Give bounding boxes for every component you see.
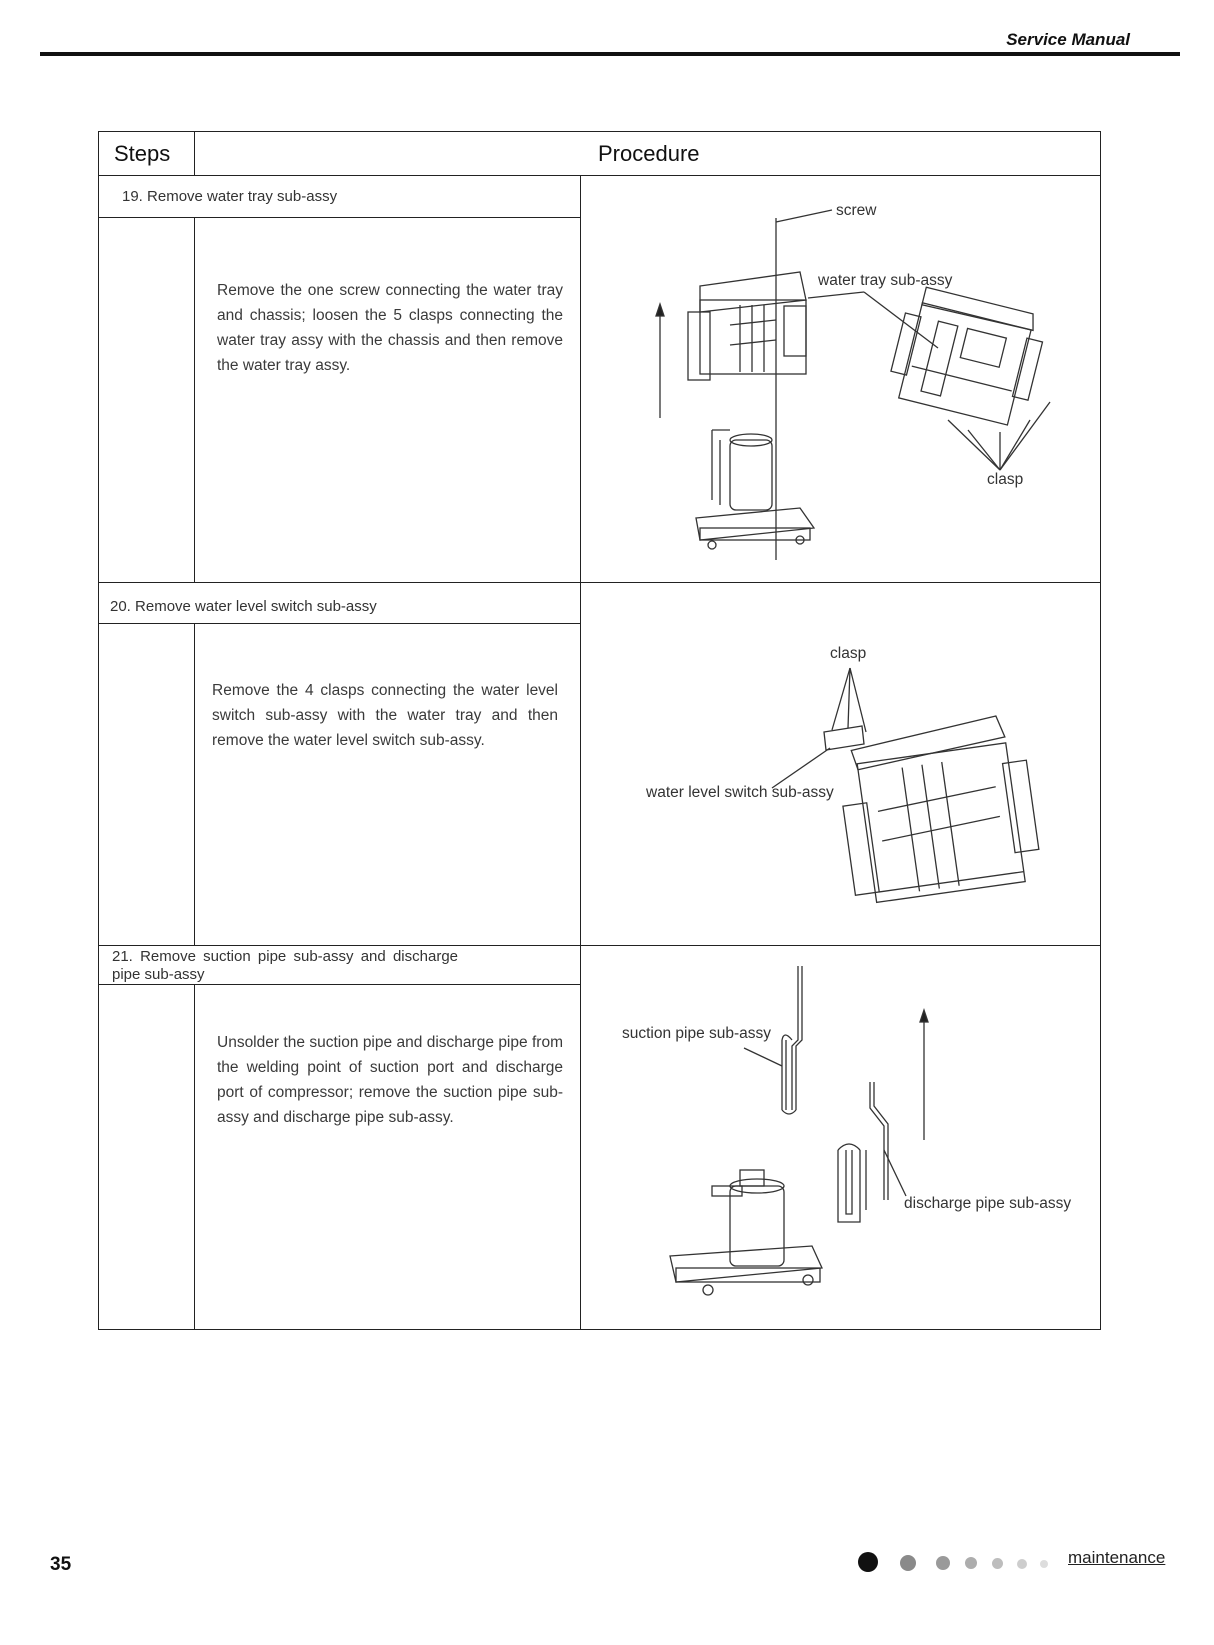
step-21-title: 21. Remove suction pipe sub-assy and discharge pipe sub-assy (112, 948, 458, 983)
steps-header: Steps (114, 141, 171, 166)
screw-label: screw (836, 202, 877, 219)
footer-dot (936, 1556, 950, 1570)
step-19-description: Remove the one screw connecting the water tray and chassis; loosen the 5 clasps connecting the water tray assy with the chassis and then remove the water tray assy. (217, 282, 563, 374)
page-number: 35 (50, 1554, 72, 1575)
footer-dot (992, 1558, 1003, 1569)
suction-pipe-label: suction pipe sub-assy (622, 1025, 772, 1042)
clasp-label-19: clasp (987, 471, 1024, 488)
water-tray-label: water tray sub-assy (818, 272, 953, 289)
footer-dot (858, 1552, 878, 1572)
discharge-pipe-label: discharge pipe sub-assy (904, 1195, 1072, 1212)
footer-dot (1040, 1560, 1048, 1568)
clasp-label-20: clasp (830, 645, 867, 662)
footer-dot (1017, 1559, 1027, 1569)
step-20-description: Remove the 4 clasps connecting the water level switch sub-assy with the water tray and then remove the water level switch sub-assy. (212, 682, 558, 749)
footer-section-link[interactable]: maintenance (1068, 1548, 1166, 1567)
step-20-title: 20. Remove water level switch sub-assy (110, 598, 377, 615)
footer-dot (900, 1555, 916, 1571)
header-title: Service Manual (1006, 30, 1130, 49)
step-21-description: Unsolder the suction pipe and discharge pipe from the welding point of suction port and discharge port of compressor; remove the suction pipe sub-assy and discharge pipe sub-assy. (217, 1034, 563, 1126)
procedure-header: Procedure (598, 141, 700, 166)
step-19-title: 19. Remove water tray sub-assy (122, 188, 338, 205)
footer-dot (965, 1557, 977, 1569)
water-level-switch-label: water level switch sub-assy (646, 784, 834, 801)
